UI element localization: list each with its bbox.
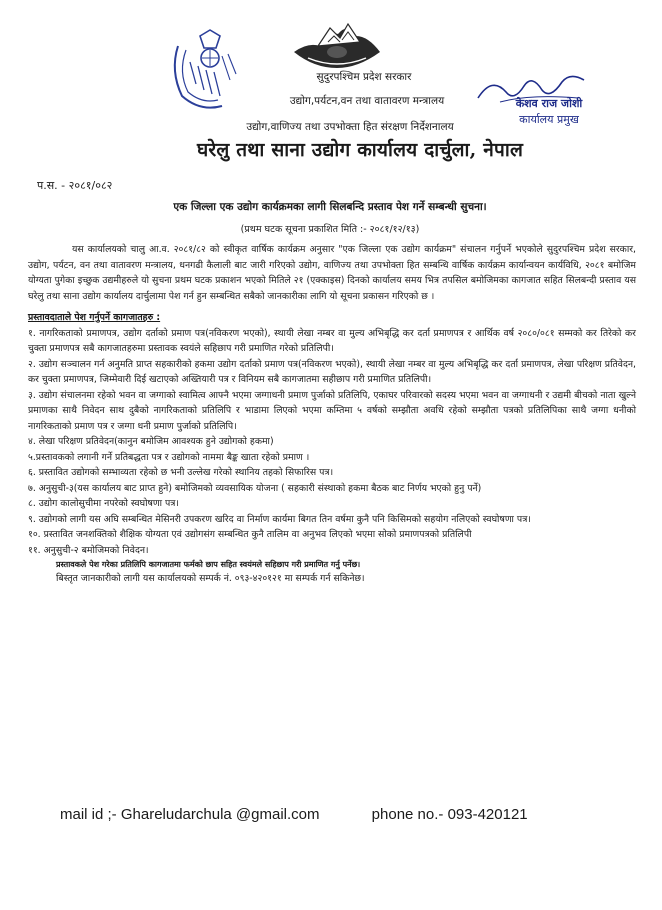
email-address: mail id ;- Ghareludarchula @gmail.com bbox=[60, 806, 320, 823]
attestation-note: प्रस्तावकले पेश गरेका प्रतिलिपि कागजातमा फर्मको छाप सहित स्वयंमले सहिछाप गरी प्रमाणित गर्नु पर्नेछ। bbox=[56, 560, 361, 569]
list-item: ५.प्रस्तावकको लगानी गर्ने प्रतिबद्धता पत्र र उद्योगको नाममा बैङ्क खाता रहेको प्रमाण । bbox=[28, 451, 310, 463]
phone-number: phone no.- 093-420121 bbox=[371, 806, 528, 823]
list-item: ९. उद्योगको लागी यस अघि सम्बन्धित मेसिनरी उपकरण खरिद वा निर्माण कार्यमा बिगत तिन वर्षमा कुनै पनि किसिमको सहयोग नलिएको स्वघोषणा पत्र। bbox=[28, 513, 531, 525]
list-item: १०. प्रस्तावित जनशक्तिको शैक्षिक योग्यता एवं उद्योगसंग सम्बन्धित कुनै तालिम वा अनुभव लिएको भएमा सोको प्रमाणपत्रको प्रतिलिपी bbox=[28, 529, 472, 540]
office-title: घरेलु तथा साना उद्योग कार्यालय दार्चुला, नेपाल bbox=[196, 139, 524, 161]
intro-paragraph: यस कार्यालयको चालु आ.व. २०८१/८२ को स्वीकृत वार्षिक कार्यक्रम अनुसार "एक जिल्ला एक उद्योग कार्यक्रम" संचालन गर्नुपर्ने भएकोले सुदुरपश्चिम प्रदेश सरकार, उद्योग, पर्यटन, वन तथा वातावरण मन्त्रालय, धनगढी कैलाली बाट जारी गरिएको उद्योग, वाणिज्य तथा उपभोक्ता हित सम्बन्धि वार्षिक कार्यक्रम कार्यान्वयन कार्यविधि, २०८१ बमोजिम योग्यता पुगेका इच्छुक उद्यमीहरुले यो सुचना प्रथम घटक प्रकाशन भएको मितिले २१ (एक्काइस) दिनको कार्यालय समय भित्र तपसिल बमोजिमका कागजात सहित सिलबन्दी प्रस्ताव यस घरेलु तथा साना उद्योग कार्यालय दार्चुलामा पेश गर्न हुन सम्बन्धित सबैको जानकारीका लागि यो सूचना प्रकासन गरिएको छ । bbox=[28, 244, 636, 302]
notice-body bbox=[28, 242, 636, 587]
reference-number: प.स. - २०८१/०८२ bbox=[37, 179, 113, 192]
footer-contact bbox=[60, 806, 620, 823]
list-item: ७. अनुसुची-३(यस कार्यालय बाट प्राप्त हुने) बमोजिमको व्यवसायिक योजना ( सहकारी संस्थाको हकमा बैठक बाट निर्णय भएको हुनु पर्ने) bbox=[28, 482, 482, 494]
documents-heading: प्रस्तावदाताले पेश गर्नुपर्ने कागजातहरु : bbox=[28, 312, 161, 323]
nepal-emblem-icon bbox=[288, 12, 386, 74]
list-item: ११. अनुसुची-२ बमोजिमको निवेदन। bbox=[28, 544, 149, 556]
ministry-title: उद्योग,पर्यटन,वन तथा वातावरण मन्त्रालय bbox=[289, 95, 445, 107]
signatory-name: केशव राज जोशी bbox=[515, 97, 583, 110]
list-item: २. उद्योग सञ्चालन गर्न अनुमति प्राप्त सहकारीको हकमा उद्योग दर्ताको प्रमाण पत्र(नविकरण भएको), स्थायी लेखा नम्बर वा मुल्य अभिबृद्धि कर दर्ता प्रमाणपत्र, लेखा परिक्षण प्रतिवेदन, कर चुक्ता प्रमाणपत्र, जिम्मेवारी दिई खटाएको अख्तियारी पत्र र विनियम सबै कागजातमा सहीछाप गरी प्रमाणित प्रतिलिपी। bbox=[28, 358, 636, 385]
list-item: ३. उद्योग संचालनमा रहेको भवन वा जग्गाको स्वामित्व आफ्नै भएमा जग्गाधनी प्रमाण पुर्जाको प्रतिलिपि, एकाघर परिवारको सदस्य भएमा भवन वा जग्गाधनी र उद्यमी बीचको नाता खुल्ने प्रमाणका साथै निवेदन साथ दुबैको नागरिकताको प्रतिलिपि र भाडामा लिएको भएमा कम्तिमा ५ वर्षको सम्झौता अवधि रहेको सम्झौता पत्रको प्रतिलिपिका साथै जग्गा धनीको नागरिकताको प्रमाण पत्र र जग्गा धनी प्रमाण पुर्जाको प्रतिलिपि। bbox=[28, 389, 636, 432]
signatory-title: कार्यालय प्रमुख bbox=[519, 113, 579, 126]
contact-line: बिस्तृत जानकारीको लागी यस कार्यालयको सम्पर्क नं. ०९३-४२०१२१ मा सम्पर्क गर्न सकिनेछ। bbox=[56, 573, 365, 584]
notice-subject: एक जिल्ला एक उद्योग कार्यक्रमका लागी सिलबन्दि प्रस्ताव पेश गर्ने सम्बन्धी सुचना। bbox=[173, 201, 487, 213]
province-government-title: सुदुरपश्चिम प्रदेश सरकार bbox=[316, 71, 412, 83]
list-item: ४. लेखा परिक्षण प्रतिवेदन(कानुन बमोजिम आवश्यक हुने उद्योगको हकमा) bbox=[28, 436, 274, 447]
list-item: १. नागरिकताको प्रमाणपत्र, उद्योग दर्ताको प्रमाण पत्र(नविकरण भएको), स्थायी लेखा नम्बर वा मुल्य अभिबृद्धि कर दर्ता प्रमाणपत्र र आर्थिक वर्ष २०८०/०८१ सम्मको कर तिरेको कर चुक्ता प्रमाणपत्र सबै कागजातहरुमा प्रस्तावक स्वयंले सहिछाप गरी प्रमाणित गरेको प्रतिलिपी। bbox=[28, 327, 636, 354]
first-notice-date: (प्रथम घटक सूचना प्रकाशित मिति :- २०८१/१२/१३) bbox=[240, 224, 420, 235]
list-item: ८. उद्योग कालोसुचीमा नपरेको स्वघोषणा पत्र। bbox=[28, 498, 179, 509]
directorate-title: उद्योग,वाणिज्य तथा उपभोक्ता हित संरक्षण निर्देशनालय bbox=[246, 121, 454, 133]
list-item: ६. प्रस्तावित उद्योगको सम्भाव्यता रहेको छ भनी उल्लेख गरेको स्थानिय तहको सिफारिस पत्र। bbox=[28, 467, 334, 478]
